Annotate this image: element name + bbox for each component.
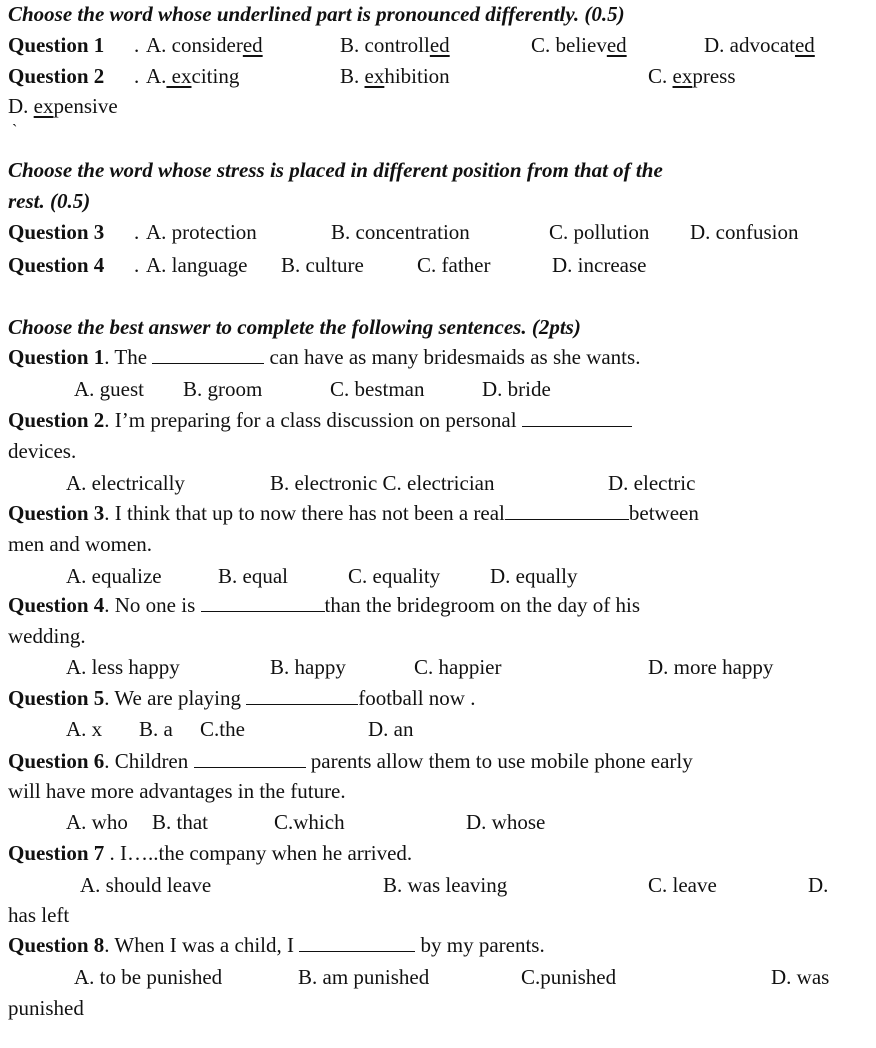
option-c: C. believed bbox=[531, 33, 627, 57]
option-a: A. exciting bbox=[146, 64, 240, 88]
option-b: B. that bbox=[152, 810, 208, 834]
option-a: A. to be punished bbox=[74, 965, 223, 989]
option-c: C. equality bbox=[348, 564, 441, 588]
option-d: D. an bbox=[368, 717, 414, 741]
option-b-c: B. electronic C. electrician bbox=[270, 471, 495, 495]
option-b: B. a bbox=[139, 717, 173, 741]
question-label: Question 3 bbox=[8, 501, 105, 525]
option-a: A. should leave bbox=[80, 873, 212, 897]
answer-blank bbox=[522, 408, 632, 427]
question-4-stress: Question 4 . A. language B. culture C. father D. increase bbox=[8, 253, 647, 277]
option-c: C.the bbox=[200, 717, 245, 741]
section-title-pronunciation: Choose the word whose underlined part is pronounced differently. (0.5) bbox=[8, 2, 625, 26]
question-7-stem: Question 7 . I…..the company when he arrived. bbox=[8, 841, 413, 865]
question-label: Question 6 bbox=[8, 749, 105, 773]
question-1-stem: Question 1. The can have as many bridesmaids as she wants. bbox=[8, 345, 641, 369]
option-b: B. am punished bbox=[298, 965, 430, 989]
option-d: D. was bbox=[771, 965, 830, 989]
question-6-stem: Question 6. Children parents allow them to use mobile phone early bbox=[8, 749, 693, 773]
question-label: Question 1 bbox=[8, 33, 105, 57]
option-d: D. equally bbox=[490, 564, 578, 588]
option-d: D. confusion bbox=[690, 220, 799, 244]
option-c: C.which bbox=[274, 810, 345, 834]
stray-mark: ` bbox=[12, 122, 18, 139]
question-label: Question 1 bbox=[8, 345, 105, 369]
option-a: A. guest bbox=[74, 377, 144, 401]
option-d: D. bride bbox=[482, 377, 551, 401]
question-5-stem: Question 5. We are playing football now . bbox=[8, 686, 476, 710]
option-d: D. bbox=[808, 873, 829, 897]
section-title-best-answer: Choose the best answer to complete the following sentences. (2pts) bbox=[8, 315, 581, 339]
option-b: B. exhibition bbox=[340, 64, 450, 88]
option-a: A. x bbox=[66, 717, 103, 741]
option-d: D. advocated bbox=[704, 33, 815, 57]
option-c: C. bestman bbox=[330, 377, 425, 401]
question-6-stem-line2: will have more advantages in the future. bbox=[8, 779, 346, 803]
question-2-pronunciation: Question 2 . A. exciting B. exhibition C. express bbox=[8, 64, 736, 88]
question-8-options bbox=[0, 964, 876, 992]
question-label: Question 7 bbox=[8, 841, 105, 865]
question-label: Question 3 bbox=[8, 220, 105, 244]
question-label: Question 5 bbox=[8, 686, 105, 710]
answer-blank bbox=[194, 749, 306, 768]
question-3-stress: Question 3 . A. protection B. concentration C. pollution D. confusion bbox=[8, 220, 799, 244]
section-title-stress-line2: rest. (0.5) bbox=[8, 189, 91, 213]
question-4-stem: Question 4. No one is than the bridegroom on the day of his bbox=[8, 593, 641, 617]
option-a: A. considered bbox=[146, 33, 263, 57]
option-a: A. language bbox=[146, 253, 248, 277]
option-b: B. equal bbox=[218, 564, 288, 588]
option-b: B. culture bbox=[281, 253, 364, 277]
question-5-options bbox=[0, 716, 876, 744]
option-d: D. more happy bbox=[648, 655, 774, 679]
option-b: B. controlled bbox=[340, 33, 450, 57]
option-c: C. happier bbox=[414, 655, 502, 679]
question-1-pronunciation: Question 1 . A. considered B. controlled C. believed D. advocated bbox=[8, 33, 815, 57]
answer-blank bbox=[201, 593, 325, 612]
question-3-options bbox=[0, 563, 876, 591]
question-label: Question 2 bbox=[8, 64, 105, 88]
question-3-stem: Question 3. I think that up to now there has not been a real between bbox=[8, 501, 699, 525]
question-label: Question 4 bbox=[8, 253, 105, 277]
option-d-continuation: punished bbox=[8, 996, 84, 1020]
option-d-continuation: has left bbox=[8, 903, 70, 927]
question-6-options bbox=[0, 809, 876, 837]
question-7-options bbox=[0, 872, 876, 900]
option-d: D. expensive bbox=[8, 94, 118, 118]
option-c: C. father bbox=[417, 253, 491, 277]
option-b: B. happy bbox=[270, 655, 346, 679]
option-a: A. protection bbox=[146, 220, 257, 244]
question-2-options bbox=[0, 470, 876, 498]
section-title-stress: Choose the word whose stress is placed in different position from that of the bbox=[8, 158, 663, 182]
option-c: C. express bbox=[648, 64, 736, 88]
option-c: C. pollution bbox=[549, 220, 650, 244]
option-c: C.punished bbox=[521, 965, 617, 989]
option-c: C. leave bbox=[648, 873, 717, 897]
question-2-stem-line2: devices. bbox=[8, 439, 77, 463]
question-8-stem: Question 8. When I was a child, I by my parents. bbox=[8, 933, 545, 957]
answer-blank bbox=[152, 345, 264, 364]
option-a: A. equalize bbox=[66, 564, 162, 588]
answer-blank bbox=[246, 686, 358, 705]
option-a: A. electrically bbox=[66, 471, 185, 495]
question-label: Question 8 bbox=[8, 933, 105, 957]
answer-blank bbox=[505, 501, 629, 520]
question-4-options bbox=[0, 654, 876, 682]
option-b: B. concentration bbox=[331, 220, 470, 244]
question-label: Question 4 bbox=[8, 593, 105, 617]
option-d: D. whose bbox=[466, 810, 546, 834]
option-a: A. who bbox=[66, 810, 128, 834]
option-b: B. groom bbox=[183, 377, 263, 401]
question-4-stem-line2: wedding. bbox=[8, 624, 86, 648]
answer-blank bbox=[299, 933, 415, 952]
option-b: B. was leaving bbox=[383, 873, 508, 897]
option-a: A. less happy bbox=[66, 655, 180, 679]
option-d: D. electric bbox=[608, 471, 696, 495]
question-label: Question 2 bbox=[8, 408, 105, 432]
question-1-options bbox=[0, 376, 876, 404]
question-2-stem: Question 2. I’m preparing for a class discussion on personal bbox=[8, 407, 632, 433]
option-d: D. increase bbox=[552, 253, 647, 277]
question-3-stem-line2: men and women. bbox=[8, 532, 153, 556]
